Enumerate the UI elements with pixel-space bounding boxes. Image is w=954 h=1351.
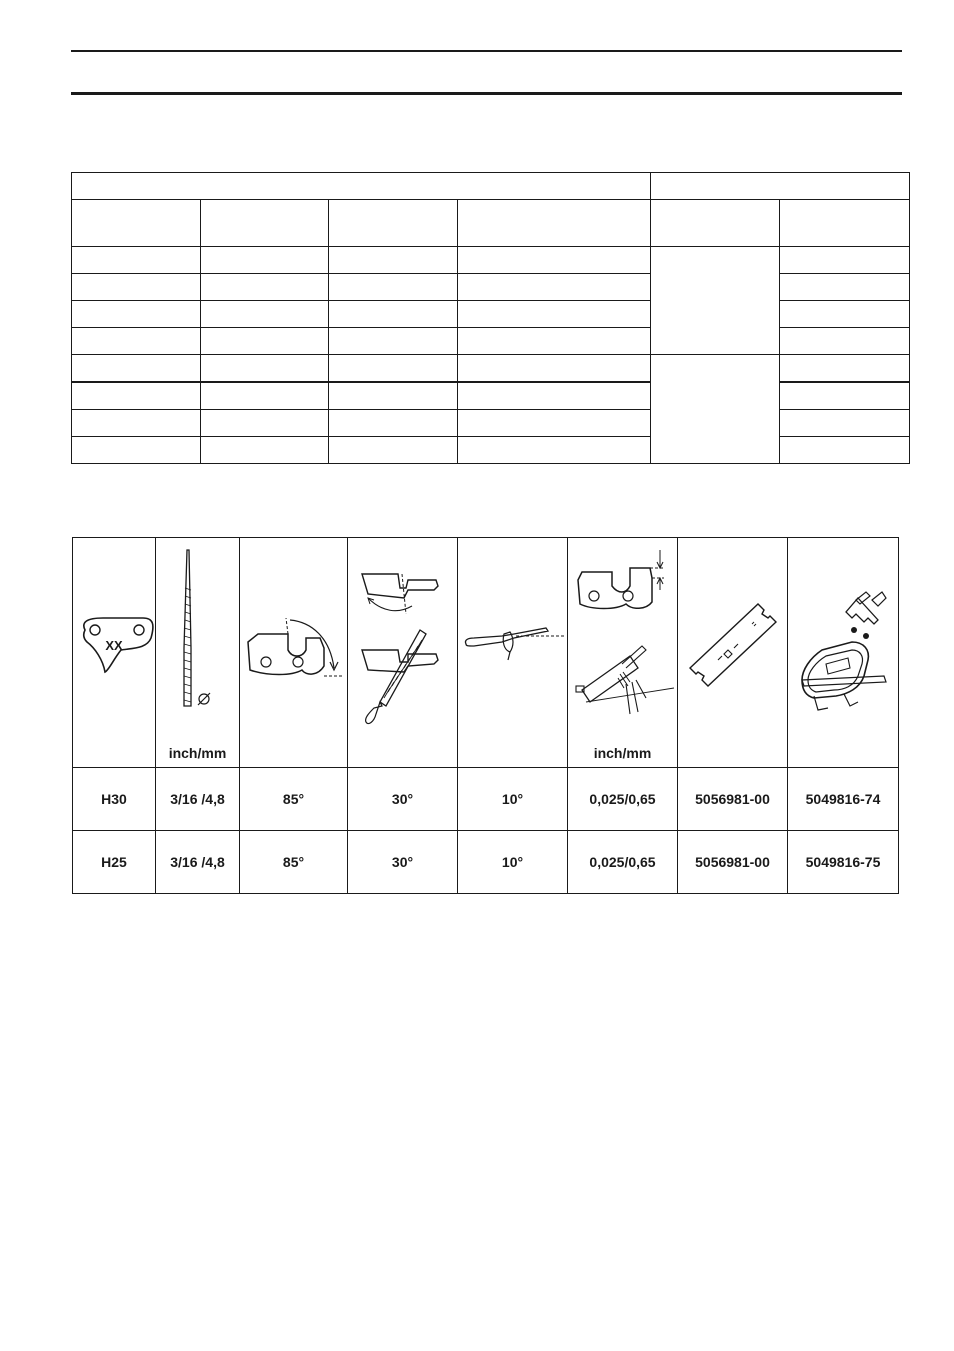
table-header-cell <box>72 200 201 247</box>
table-cell <box>458 274 651 301</box>
icon-cell-depth-gauge <box>568 538 678 768</box>
table-cell <box>458 382 651 410</box>
table-cell <box>201 274 329 301</box>
table-cell <box>72 355 201 383</box>
table-cell <box>780 355 910 383</box>
table-cell <box>201 355 329 383</box>
table-cell <box>201 301 329 328</box>
icon-cell-chain-marking <box>73 538 156 768</box>
table-cell <box>329 382 458 410</box>
chain-code-cell: H25 <box>73 831 156 894</box>
chain-code-cell: H30 <box>73 768 156 831</box>
depth-gauge-tool-icon <box>678 538 788 738</box>
cutter-angle-cell: 85° <box>240 831 348 894</box>
gauge-tool-part-cell: 5056981-00 <box>678 768 788 831</box>
cutter-angle-cell: 85° <box>240 768 348 831</box>
table-cell <box>329 328 458 355</box>
table-cell <box>329 274 458 301</box>
table-cell <box>458 355 651 383</box>
table-cell <box>329 437 458 464</box>
table-cell <box>72 301 201 328</box>
chain-marking-icon <box>73 538 156 767</box>
file-tilt-angle-icon <box>458 538 568 738</box>
file-diameter-cell: 3/16 /4,8 <box>156 831 240 894</box>
svg-text:XX: XX <box>105 638 123 653</box>
table-cell <box>780 328 910 355</box>
table-header-cell <box>651 173 910 200</box>
icon-cell-file-holder-angle <box>348 538 458 768</box>
table-cell <box>780 274 910 301</box>
table-header-cell <box>201 200 329 247</box>
table-header-cell <box>329 200 458 247</box>
depth-gauge-cell: 0,025/0,65 <box>568 768 678 831</box>
table-row <box>73 768 899 831</box>
gauge-tool-part-cell: 5056981-00 <box>678 831 788 894</box>
depth-gauge-icon <box>568 538 678 738</box>
table-cell <box>72 328 201 355</box>
table-cell <box>72 274 201 301</box>
icon-cell-round-file <box>156 538 240 768</box>
file-guide-icon <box>788 538 899 738</box>
table-cell <box>201 328 329 355</box>
table-cell <box>201 410 329 437</box>
table-cell <box>201 382 329 410</box>
depth-gauge-cell: 0,025/0,65 <box>568 831 678 894</box>
table-merged-cell <box>651 355 780 464</box>
table-cell <box>329 301 458 328</box>
file-holder-angle-icon <box>348 538 458 738</box>
icon-cell-file-tilt-angle <box>458 538 568 768</box>
table-cell <box>329 355 458 383</box>
file-diameter-cell: 3/16 /4,8 <box>156 768 240 831</box>
table-header-cell <box>651 200 780 247</box>
table-header-cell <box>458 200 651 247</box>
file-holder-angle-cell: 30° <box>348 831 458 894</box>
table-cell <box>780 382 910 410</box>
table-cell <box>780 301 910 328</box>
round-file-icon <box>156 538 240 738</box>
table-cell <box>72 410 201 437</box>
table-header-cell <box>72 173 651 200</box>
table-cell <box>201 437 329 464</box>
table-cell <box>72 382 201 410</box>
table-cell <box>780 247 910 274</box>
table-row <box>73 831 899 894</box>
table-cell <box>458 301 651 328</box>
file-guide-part-cell: 5049816-75 <box>788 831 899 894</box>
icon-cell-depth-gauge-tool <box>678 538 788 768</box>
icon-cell-file-guide <box>788 538 899 768</box>
table-header-cell <box>780 200 910 247</box>
table-cell <box>201 247 329 274</box>
sharpening-table <box>72 537 899 894</box>
table-cell <box>780 437 910 464</box>
chain-combination-table <box>71 172 910 464</box>
cutter-angle-icon <box>240 538 348 738</box>
table-cell <box>458 410 651 437</box>
file-tilt-angle-cell: 10° <box>458 768 568 831</box>
table-cell <box>458 247 651 274</box>
header-rule-top <box>71 50 902 52</box>
table-cell <box>780 410 910 437</box>
table-merged-cell <box>651 247 780 355</box>
table-cell <box>329 410 458 437</box>
table-cell <box>458 437 651 464</box>
table-cell <box>72 247 201 274</box>
file-diameter-unit: inch/mm <box>168 745 227 761</box>
file-tilt-angle-cell: 10° <box>458 831 568 894</box>
depth-gauge-unit: inch/mm <box>593 745 652 761</box>
table-cell <box>72 437 201 464</box>
header-rule-bottom <box>71 92 902 95</box>
table-cell <box>329 247 458 274</box>
file-guide-part-cell: 5049816-74 <box>788 768 899 831</box>
file-holder-angle-cell: 30° <box>348 768 458 831</box>
table-cell <box>458 328 651 355</box>
icon-cell-cutter-angle <box>240 538 348 768</box>
